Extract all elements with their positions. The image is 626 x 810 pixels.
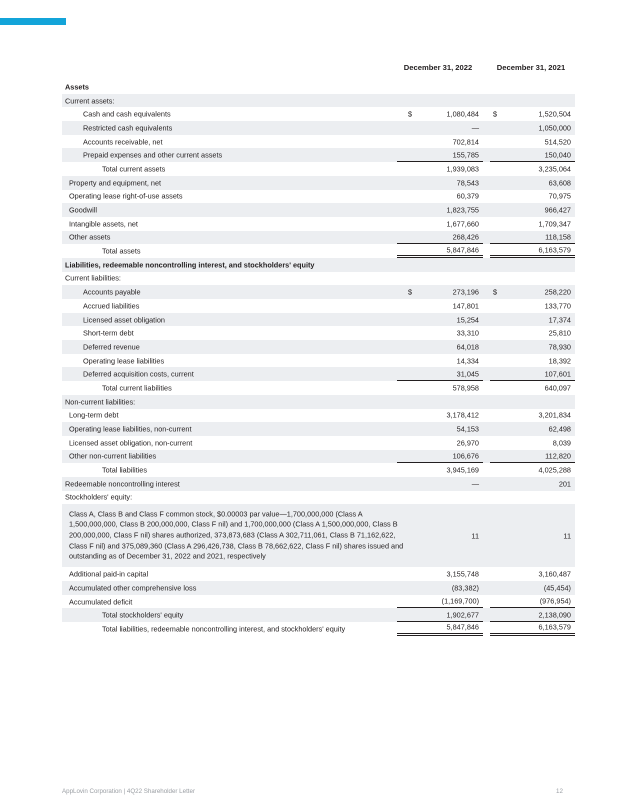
- row-label: Short-term debt: [83, 328, 134, 338]
- value-cell-2022: [397, 176, 483, 190]
- value-cell-2022: [397, 477, 483, 491]
- column-header-2021: December 31, 2021: [496, 63, 566, 72]
- cell-value: 78,543: [456, 178, 479, 188]
- value-cell-2021: [490, 244, 575, 258]
- value-cell-2021: [490, 162, 575, 176]
- cell-value: —: [471, 123, 479, 133]
- cell-value: 6,163,579: [538, 245, 571, 255]
- value-cell-2021: [490, 135, 575, 149]
- value-cell-2022: [397, 567, 483, 581]
- cell-value: 1,080,484: [446, 109, 479, 119]
- cell-value: 1,939,083: [446, 164, 479, 174]
- row-label: Licensed asset obligation: [83, 315, 165, 325]
- cell-value: 60,379: [456, 191, 479, 201]
- page-number: 12: [556, 788, 563, 795]
- cell-value: 5,847,846: [446, 622, 479, 632]
- cell-value: 155,785: [452, 150, 479, 160]
- table-row: [62, 80, 575, 94]
- cell-value: 514,520: [544, 137, 571, 147]
- cell-value: 112,820: [545, 451, 571, 461]
- value-cell-2022: [397, 299, 483, 313]
- row-label: Restricted cash equivalents: [83, 123, 173, 133]
- cell-value: 1,823,755: [446, 205, 479, 215]
- row-label: Liabilities, redeemable noncontrolling interest, and stockholders' equity: [65, 260, 315, 270]
- row-label: Operating lease liabilities, non-current: [69, 424, 192, 434]
- value-cell-2021: [490, 463, 575, 477]
- row-label: Class A, Class B and Class F common stock, $0.00003 par value—1,700,000,000 (Class A 1,500,000,000, Class B 200,000,000, Class F nil) and 1,700,000,000 (Class A 1,500,000,000, Class B 200,000,000, Class F nil) shares authorized, 373,873,683 (Class A 302,711,061, Class B 71,162,622, Class F nil) and 375,089,360 (Class A 296,426,738, Class B 78,662,622, Class F nil) shares issued and outstanding as of December 31, 2022 and 2021, respectively: [69, 509, 404, 561]
- row-label: Assets: [65, 82, 89, 92]
- row-label: Licensed asset obligation, non-current: [69, 438, 193, 448]
- cell-value: 33,310: [456, 328, 479, 338]
- value-cell-2021: [490, 436, 575, 450]
- cell-value: 268,426: [452, 232, 479, 242]
- table-row: [62, 258, 575, 272]
- table-row: [62, 354, 575, 368]
- value-cell-2021: [490, 581, 575, 595]
- table-row: [62, 581, 575, 595]
- row-label: Intangible assets, net: [69, 219, 138, 229]
- value-cell-2022: [397, 121, 483, 135]
- cell-value: 70,975: [548, 191, 571, 201]
- cell-value: 3,201,834: [538, 410, 571, 420]
- table-row: [62, 231, 575, 245]
- cell-value: (45,454): [543, 583, 571, 593]
- table-row: [62, 608, 575, 622]
- cell-value: 702,814: [452, 137, 479, 147]
- cell-value: 78,930: [548, 342, 571, 352]
- cell-value: 1,709,347: [538, 219, 571, 229]
- cell-value: (83,382): [451, 583, 479, 593]
- row-label: Stockholders' equity:: [65, 492, 133, 502]
- row-label: Total assets: [102, 246, 141, 256]
- value-cell-2021: [490, 381, 575, 395]
- value-cell-2021: [490, 608, 575, 622]
- row-label: Deferred acquisition costs, current: [83, 369, 194, 379]
- table-row: [62, 381, 575, 395]
- value-cell-2022: [397, 367, 483, 381]
- table-row: [62, 463, 575, 477]
- cell-value: 3,235,064: [538, 164, 571, 174]
- cell-value: —: [471, 479, 479, 489]
- row-label: Operating lease liabilities: [83, 356, 165, 366]
- table-row: [62, 409, 575, 423]
- table-row: [62, 94, 575, 108]
- value-cell-2021: [490, 409, 575, 423]
- cell-value: 8,039: [552, 438, 571, 448]
- row-label: Accumulated deficit: [69, 597, 133, 607]
- cell-value: 966,427: [544, 205, 571, 215]
- cell-value: (1,169,700): [441, 596, 479, 606]
- value-cell-2021: [490, 622, 575, 636]
- cell-value: 147,801: [452, 301, 479, 311]
- row-label: Accumulated other comprehensive loss: [69, 583, 197, 593]
- cell-value: 3,160,487: [538, 569, 571, 579]
- value-cell-2021: [490, 367, 575, 381]
- table-row: [62, 313, 575, 327]
- row-label: Goodwill: [69, 205, 97, 215]
- brand-accent-bar: [0, 18, 66, 25]
- currency-symbol: $: [493, 109, 498, 119]
- value-cell-2022: [397, 285, 483, 299]
- cell-value: 18,392: [548, 356, 571, 366]
- row-label: Total liabilities, redeemable noncontrolling interest, and stockholders' equity: [102, 624, 346, 634]
- value-cell-2022: [397, 450, 483, 464]
- value-cell-2021: [490, 285, 575, 299]
- cell-value: 118,158: [545, 232, 571, 242]
- table-row: [62, 107, 575, 121]
- row-label: Other non-current liabilities: [69, 451, 157, 461]
- column-header-2022: December 31, 2022: [403, 63, 473, 72]
- table-row: [62, 326, 575, 340]
- value-cell-2022: [397, 463, 483, 477]
- value-cell-2021: [490, 231, 575, 245]
- value-cell-2022: [397, 326, 483, 340]
- currency-symbol: $: [493, 287, 498, 297]
- value-cell-2021: [490, 422, 575, 436]
- balance-sheet-table: [62, 80, 575, 636]
- cell-value: 15,254: [456, 315, 479, 325]
- cell-value: 201: [558, 479, 571, 489]
- value-cell-2021: [490, 176, 575, 190]
- row-label: Operating lease right-of-use assets: [69, 191, 183, 201]
- footer-title: AppLovin Corporation | 4Q22 Shareholder Letter: [62, 788, 196, 795]
- table-row: [62, 422, 575, 436]
- value-cell-2022: [397, 340, 483, 354]
- value-cell-2021: [490, 190, 575, 204]
- table-row: [62, 244, 575, 258]
- row-label: Accrued liabilities: [83, 301, 140, 311]
- cell-value: 3,945,169: [446, 465, 479, 475]
- value-cell-2022: [397, 595, 483, 609]
- value-cell-2022: [397, 162, 483, 176]
- currency-symbol: $: [408, 109, 413, 119]
- table-row: [62, 299, 575, 313]
- value-cell-2022: [397, 135, 483, 149]
- cell-value: 6,163,579: [538, 622, 571, 632]
- cell-value: 1,902,677: [446, 610, 479, 620]
- table-row: [62, 121, 575, 135]
- value-cell-2022: [397, 354, 483, 368]
- value-cell-2021: [490, 340, 575, 354]
- row-label: Current assets:: [65, 96, 115, 106]
- cell-value: 640,097: [544, 383, 571, 393]
- cell-value: 133,770: [544, 301, 571, 311]
- cell-value: 14,334: [456, 356, 479, 366]
- cell-value: 107,601: [544, 369, 571, 379]
- cell-value: 3,155,748: [446, 569, 479, 579]
- table-row: [62, 450, 575, 464]
- value-cell-2022: [397, 422, 483, 436]
- cell-value: 26,970: [456, 438, 479, 448]
- value-cell-2021: [490, 313, 575, 327]
- row-label: Accounts receivable, net: [83, 137, 163, 147]
- table-row: [62, 176, 575, 190]
- table-row: [62, 285, 575, 299]
- row-label: Current liabilities:: [65, 273, 121, 283]
- row-label: Deferred revenue: [83, 342, 140, 352]
- row-label: Cash and cash equivalents: [83, 109, 171, 119]
- row-label: Prepaid expenses and other current assets: [83, 150, 223, 160]
- value-cell-2021: [490, 148, 575, 162]
- table-row: [62, 148, 575, 162]
- table-row: [62, 595, 575, 609]
- row-label: Property and equipment, net: [69, 178, 162, 188]
- cell-value: 11: [471, 531, 479, 541]
- cell-value: 31,045: [456, 369, 479, 379]
- table-row: [62, 162, 575, 176]
- table-row: [62, 395, 575, 409]
- value-cell-2022: [397, 244, 483, 258]
- row-label: Total current liabilities: [102, 383, 172, 393]
- cell-value: 2,138,090: [538, 610, 571, 620]
- row-label: Total liabilities: [102, 465, 148, 475]
- value-cell-2022: [397, 504, 483, 567]
- row-label: Long-term debt: [69, 410, 119, 420]
- value-cell-2022: [397, 217, 483, 231]
- value-cell-2021: [490, 504, 575, 567]
- value-cell-2021: [490, 217, 575, 231]
- table-row: [62, 491, 575, 505]
- cell-value: 1,520,504: [538, 109, 571, 119]
- currency-symbol: $: [408, 287, 413, 297]
- value-cell-2022: [397, 148, 483, 162]
- row-label: Additional paid-in capital: [69, 569, 149, 579]
- row-label: Redeemable noncontrolling interest: [65, 479, 180, 489]
- value-cell-2021: [490, 595, 575, 609]
- row-label: Non-current liabilities:: [65, 397, 136, 407]
- value-cell-2021: [490, 354, 575, 368]
- table-row: [62, 135, 575, 149]
- cell-value: 3,178,412: [446, 410, 479, 420]
- cell-value: 17,374: [548, 315, 571, 325]
- row-label: Other assets: [69, 232, 111, 242]
- value-cell-2021: [490, 107, 575, 121]
- cell-value: 258,220: [544, 287, 571, 297]
- value-cell-2022: [397, 107, 483, 121]
- cell-value: 578,958: [452, 383, 479, 393]
- cell-value: 5,847,846: [446, 245, 479, 255]
- table-row: [62, 203, 575, 217]
- table-row: [62, 367, 575, 381]
- value-cell-2021: [490, 203, 575, 217]
- table-row: [62, 567, 575, 581]
- table-row: [62, 340, 575, 354]
- value-cell-2021: [490, 121, 575, 135]
- row-label: Accounts payable: [83, 287, 141, 297]
- table-row: [62, 622, 575, 636]
- value-cell-2021: [490, 477, 575, 491]
- table-row: [62, 504, 575, 567]
- cell-value: 150,040: [544, 150, 571, 160]
- value-cell-2022: [397, 409, 483, 423]
- cell-value: 25,810: [548, 328, 571, 338]
- cell-value: 106,676: [452, 451, 479, 461]
- value-cell-2021: [490, 299, 575, 313]
- value-cell-2022: [397, 190, 483, 204]
- value-cell-2021: [490, 567, 575, 581]
- table-row: [62, 217, 575, 231]
- table-row: [62, 436, 575, 450]
- cell-value: 11: [563, 531, 571, 541]
- row-label: Total current assets: [102, 164, 166, 174]
- cell-value: 1,050,000: [538, 123, 571, 133]
- table-row: [62, 272, 575, 286]
- value-cell-2022: [397, 622, 483, 636]
- cell-value: 63,608: [548, 178, 571, 188]
- cell-value: 54,153: [456, 424, 479, 434]
- value-cell-2022: [397, 436, 483, 450]
- cell-value: 1,677,660: [446, 219, 479, 229]
- value-cell-2021: [490, 450, 575, 464]
- value-cell-2022: [397, 203, 483, 217]
- table-row: [62, 190, 575, 204]
- cell-value: 64,018: [456, 342, 479, 352]
- cell-value: (976,954): [539, 596, 571, 606]
- value-cell-2021: [490, 326, 575, 340]
- value-cell-2022: [397, 381, 483, 395]
- cell-value: 62,498: [548, 424, 571, 434]
- value-cell-2022: [397, 608, 483, 622]
- value-cell-2022: [397, 581, 483, 595]
- table-row: [62, 477, 575, 491]
- cell-value: 4,025,288: [538, 465, 571, 475]
- row-label: Total stockholders' equity: [102, 610, 184, 620]
- cell-value: 273,196: [452, 287, 479, 297]
- value-cell-2022: [397, 313, 483, 327]
- value-cell-2022: [397, 231, 483, 245]
